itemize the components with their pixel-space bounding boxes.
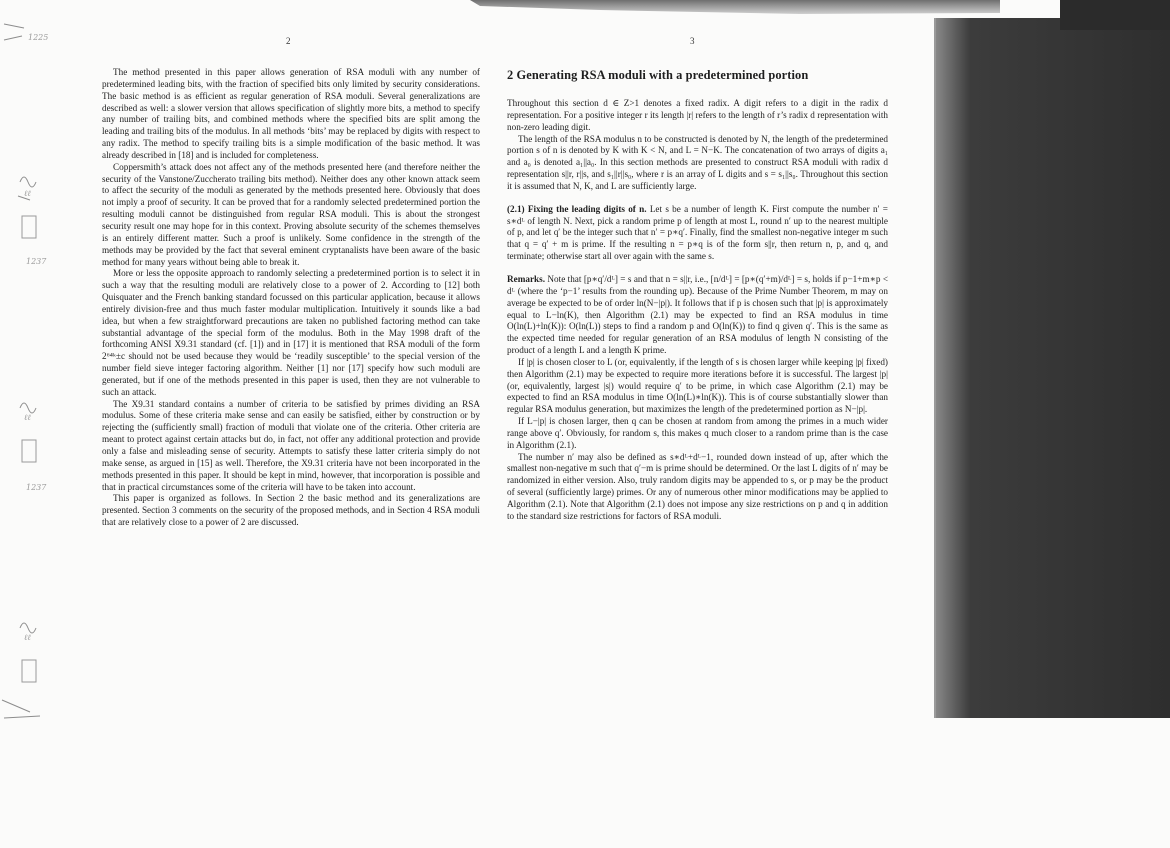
- left-margin-scribbles: [2, 24, 40, 718]
- remarks-paragraph: [507, 274, 888, 357]
- right-intro-1: Throughout this section d ∈ Z>1 denotes a fixed radix. A digit refers to a digit in the radix d representation. For a positive integer r its length |r| refers to the length of r’s radix d representation with non-zero leading digit.: [507, 98, 888, 132]
- margin-scribble-3: 1237: [26, 257, 47, 266]
- left-paragraph-1: The method presented in this paper allows generation of RSA moduli with any number of predetermined leading bits, with the fraction of specified bits only limited by security considerations. The basic method is as efficient as regular generation of RSA moduli. Several generalizations are described as well: a slower version that allows specification of slightly more bits, a method to specify any number of trailing bits, and combined methods where the specified bits are split among the leading and trailing bits of the modulus. In all methods ‘bits’ may be replaced by digits with respect to any radix. The method to specify trailing bits is a simple modification of the basic method. It was already described in [18] and is included for completeness.: [102, 67, 480, 160]
- left-paragraph-4: The X9.31 standard contains a number of criteria to be satisfied by primes dividing an RSA modulus. Some of these criteria make sense and can easily be satisfied, either by construction or by rejecting the (sufficiently small) fraction of moduli that violate one of the criteria. Other criteria are meant to protect against certain attacks but do, in fact, not offer any additional protection and provide only a false and misleading sense of security. Attempts to satisfy these latter criteria simply do not make sense, as argued in [15] as well. Therefore, the X9.31 criteria have not been incorporated in the methods presented in this paper. It should be kept in mind, however, that incorporation is possible and that in practical circumstances some of the criteria will have to be taken into account.: [102, 398, 480, 492]
- left-paragraph-2: Coppersmith’s attack does not affect any of the methods presented here (and therefore neither the security of the Vanstone/Zuccherato trailing bits method). Neither does any other known attack seem to affect the security of the moduli as generated by the methods presented here. Obviously that does not imply a proof of security. It can be proved that for a randomly selected predetermined portion the resulting moduli cannot be distinguished from regular RSA moduli. This is about the strongest security result one may hope for in this context. Proving absolute security of the schemes themselves is an entirely different matter. Such a proof is unlikely. Some confidence in the strength of the methods may be provided by the fact that several eminent cryptanalists have been aware of the basic method for many years without being able to break it.: [102, 161, 480, 267]
- margin-scribble-4: ℓℓ: [24, 413, 31, 422]
- remarks-text: Note that [p∗q′/dᴸ] = s and that n = s||r, i.e., [n/dᴸ] = [p∗(q′+m)/dᴸ] = s, holds if p−1+m∗p < dᴸ (where the ‘p−1’ results from the rounding up). Because of the Prime Number Theorem, m may on average be expected to be of order ln(N−|p|). It follows that if p is chosen such that |p| is approximately equal to L−ln(K), then Algorithm (2.1) may be expected to find an RSA modulus in time O(ln(L)+ln(K)): O(ln(L)) steps to find a random p and O(ln(K)) to find q given q′. This is the same as the expected time needed for regular generation of an RSA modulus of length N consisting of the product of a length L and a length K prime.: [507, 273, 889, 356]
- margin-scribble-2: ℓℓ: [24, 189, 31, 198]
- top-shadow: [470, 0, 1000, 14]
- dark-corner: [1060, 0, 1170, 30]
- algorithm-label: (2.1) Fixing the leading digits of n.: [507, 203, 647, 214]
- section-heading: 2 Generating RSA moduli with a predetermined portion: [507, 68, 809, 82]
- left-page-number: 2: [286, 36, 291, 46]
- left-page-body: [102, 67, 480, 529]
- margin-scribble-6: ℓℓ: [24, 633, 31, 642]
- right-intro-2: The length of the RSA modulus n to be constructed is denoted by N, the length of the predetermined portion s of n is denoted by K with K < N, and L = N−K. The concatenation of two arrays of digits a₁ and a₀ is denoted a₁||a₀. In this section methods are presented to construct RSA moduli with radix d representation s||r, r||s, and s₁||r||s₀, where r is an array of L digits and s = s₁||s₀. Throughout this section it is assumed that N, K, and L are sufficiently large.: [507, 133, 888, 191]
- algorithm-paragraph: [507, 204, 888, 263]
- left-paragraph-3: More or less the opposite approach to randomly selecting a predetermined portion is to select it in such a way that the resulting moduli are relatively close to a power of 2. According to [12] both Quisquater and the French banking standard focussed on this particular application, because it allows entirely division-free and thus much faster modular multiplication. Intuitively it sounds like a bad idea, but when a few straightforward precautions are taken no published factoring method can take substantial advantage of the special form of the modulus. Both in the May 1998 draft of the forthcoming ANSI X9.31 standard (cf. [1]) and in [17] it is mentioned that RSA moduli of the form 2⁶⁴ᵏ±c should not be used because they would be ‘readily susceptible’ to the special version of the number field sieve integer factoring algorithm. Neither [1] nor [17] specify how such moduli are generated, but if one of the methods presented in this paper is used, then they are not vulnerable to such an attack.: [102, 268, 480, 397]
- remarks-label: Remarks.: [507, 273, 546, 284]
- margin-scribble-5: 1237: [26, 483, 47, 492]
- right-page-body: [507, 98, 888, 523]
- right-page-number: 3: [690, 36, 695, 46]
- right-paragraph-1: If |p| is chosen closer to L (or, equivalently, if the length of s is chosen larger while keeping |p| fixed) then Algorithm (2.1) may be expected to require more iterations before it is successful. The largest |p| (or, equivalently, largest |s|) would require q′ to be prime, in which case Algorithm (2.1) may be expected to find an RSA modulus in time O(ln(L)∗ln(K)). This is of course substantially slower than regular RSA modulus generation, but maximizes the length of the predetermined portion as N−|p|.: [507, 356, 888, 415]
- dark-page-edge: [935, 18, 1170, 718]
- right-paragraph-2: If L−|p| is chosen larger, then q can be chosen at random from among the primes in a much wider range above q′. Obviously, for random s, this makes q much closer to a random prime than is the case in Algorithm (2.1).: [507, 416, 888, 450]
- right-paragraph-3: The number n′ may also be defined as s∗dᴸ+dᴸ−1, rounded down instead of up, after which the smallest non-negative m such that q′−m is prime should be determined. Or the last L digits of n′ may be randomized in either version. Also, truly random digits may be appended to s, or p may be the product of several (sufficiently large) primes. Or any of numerous other minor modifications may be applied to Algorithm (2.1). Note that Algorithm (2.1) does not impose any size restrictions on p and q in addition to the standard size restrictions for factors of RSA moduli.: [507, 451, 888, 521]
- left-paragraph-5: This paper is organized as follows. In Section 2 the basic method and its generalizations are presented. Section 3 comments on the security of the proposed methods, and in Section 4 RSA moduli that are relatively close to a power of 2 are discussed.: [102, 493, 480, 528]
- margin-scribble-1: 1225: [28, 33, 49, 42]
- algorithm-text: Let s be a number of length K. First compute the number n′ = s∗dᴸ of length N. Next, pick a random prime p of length at most L, round n′ up to the nearest multiple of p, and let q′ be the integer such that n′ = p∗q′. Finally, find the smallest non-negative integer m such that q = q′ + m is prime. If the resulting n = p∗q is of the form s||r, then return n, p, and q, and terminate; otherwise start all over again with the same s.: [507, 203, 888, 262]
